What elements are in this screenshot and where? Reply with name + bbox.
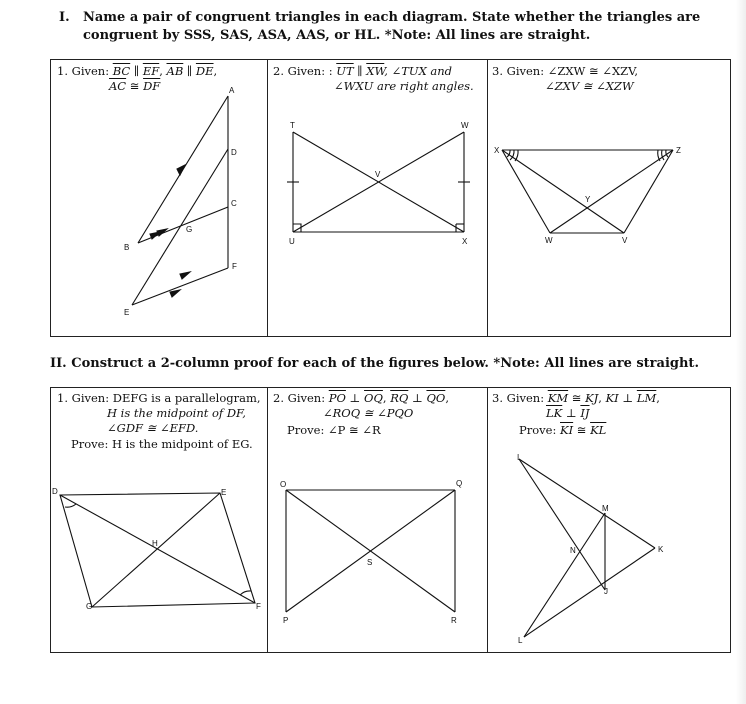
label: J (604, 587, 608, 596)
label: U (289, 237, 295, 246)
label: W (461, 121, 469, 130)
page-edge-shadow (736, 0, 746, 704)
p4-prove: Prove: H is the midpoint of EG. (71, 437, 253, 451)
label: G (186, 225, 193, 234)
label: Q (456, 479, 463, 488)
p6-prove: Prove: $\overline{KI}$ ≅ $\overline{KL}$ (519, 423, 607, 437)
label: A (229, 86, 235, 95)
label: W (545, 236, 553, 245)
label: O (280, 480, 287, 489)
label: D (231, 148, 237, 157)
label: D (52, 487, 58, 496)
label: Z (676, 146, 681, 155)
figure-2 (287, 132, 470, 232)
label: Y (585, 195, 591, 204)
figure-4 (60, 493, 255, 607)
label: H (152, 539, 158, 548)
p2-given-line1: 2. Given: : $\overline{UT}$ ∥ $\overline{XW}$, ∠TUX and (273, 64, 453, 78)
section-1-number: I. (59, 10, 70, 25)
p5-given-line2: ∠ROQ ≅ ∠PQO (323, 406, 414, 420)
p4-given-line1: 1. Given: DEFG is a parallelogram, (57, 391, 261, 405)
p1-given-line2: $\overline{AC}$ ≅ $\overline{DF}$ (109, 79, 161, 93)
label: F (232, 262, 237, 271)
p2-given-line2: ∠WXU are right angles. (334, 79, 474, 93)
label: T (290, 121, 295, 130)
label: X (494, 146, 500, 155)
p5-prove: Prove: ∠P ≅ ∠R (287, 423, 381, 437)
label: V (375, 170, 381, 179)
label: B (124, 243, 130, 252)
label: C (231, 199, 237, 208)
p5-given-line1: 2. Given: $\overline{PO}$ ⊥ $\overline{OQ}$, $\overline{RQ}$ ⊥ $\overline{QO}$, (273, 391, 449, 405)
p4-given-line3: ∠GDF ≅ ∠EFD. (107, 421, 199, 435)
label: R (451, 616, 457, 625)
label: I (517, 453, 520, 462)
figure-3 (502, 150, 673, 233)
section-2-text: Construct a 2-column proof for each of the figures below. *Note: All lines are straight. (71, 356, 699, 371)
label: N (570, 546, 576, 555)
label: K (658, 545, 664, 554)
label: S (367, 558, 373, 567)
p4-given-line2: H is the midpoint of DF, (107, 406, 246, 420)
label: E (221, 488, 227, 497)
p6-given-line2: $\overline{LK}$ ⊥ $\overline{IJ}$ (546, 406, 590, 420)
section-2-number: II. (50, 356, 67, 371)
label: L (518, 636, 523, 645)
label: X (462, 237, 468, 246)
p3-given-line1: 3. Given: ∠ZXW ≅ ∠XZV, (492, 64, 639, 78)
figure-1 (132, 96, 228, 305)
label: G (86, 602, 93, 611)
label: V (622, 236, 628, 245)
label: F (256, 602, 261, 611)
label: E (124, 308, 130, 317)
figure-5 (286, 490, 455, 612)
p1-given-line1: 1. Given: $\overline{BC}$ ∥ $\overline{EF}$, $\overline{AB}$ ∥ $\overline{DE}$, (57, 64, 218, 78)
p3-given-line2: ∠ZXV ≅ ∠XZW (545, 79, 634, 93)
p6-given-line1: 3. Given: $\overline{KM}$ ≅ KJ, KI ⊥ $\overline{LM}$, (492, 391, 660, 405)
figure-6 (519, 459, 655, 637)
label: P (283, 616, 289, 625)
label: M (602, 504, 609, 513)
section-1-text: Name a pair of congruent triangles in each diagram. State whether the triangles are congruent by SSS, SAS, ASA, AAS, or HL. *Note: All lines are straight. (83, 10, 701, 43)
